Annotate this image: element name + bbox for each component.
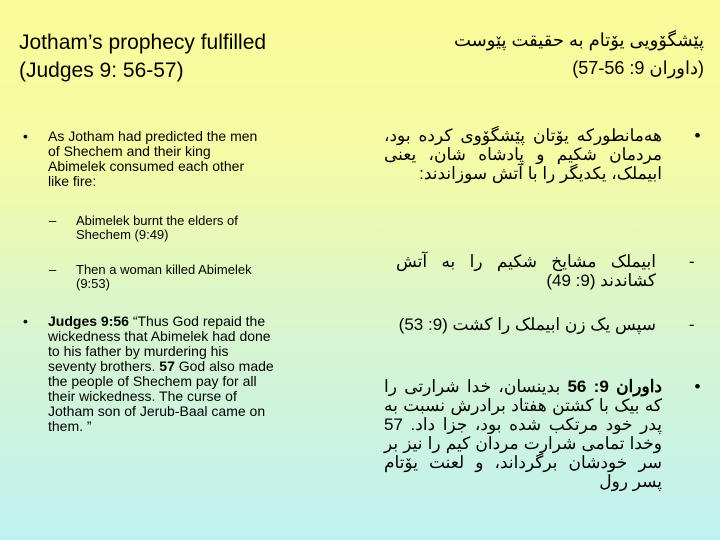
bullet-point-2-rtl [384, 377, 702, 491]
bullet-point-1 [23, 129, 268, 189]
verse-ref-57: 57 [159, 358, 175, 374]
title-line-2: (داوران 9: 56-57) [572, 58, 704, 78]
sub-bullet-2-text-rtl: سپس یک زن ابیملک را کشت (9: 53) [398, 315, 656, 334]
verse-57-text: God also made the people of Shechem pay for all their wickedness. The curse of Jotham son of Jerub-Baal came on them. ” [48, 358, 274, 434]
verse-ref-rtl: داوران 9: 56 [567, 377, 662, 396]
sub-bullet-2-rtl [396, 315, 696, 334]
sub-bullet-2 [49, 263, 274, 291]
dash-mark: - [688, 315, 696, 334]
bullet-point-2 [23, 314, 275, 434]
sub-bullet-2-text: Then a woman killed Abimelek (9:53) [76, 262, 252, 291]
dash-mark: - [688, 252, 696, 271]
bullet-mark: • [23, 128, 28, 144]
sub-bullet-1 [49, 214, 259, 242]
bullet-2-text-rtl [384, 377, 662, 491]
bullet-1-text-rtl: هەمانطورکە یۆتان پێشگۆوی کردە بود، مردمان شکیم و پادشاه شان، یعنی ابیملک، یکدیگر را با آتش سوزاندند: [384, 126, 662, 183]
title-line-1: Jotham’s prophecy fulfilled [19, 31, 267, 54]
verse-ref-56: Judges 9:56 [48, 313, 129, 329]
bullet-2-text [48, 314, 275, 434]
bullet-1-text: As Jotham had predicted the men of Shechem and their king Abimelek consumed each other like fire: [48, 128, 258, 189]
verse-text-rtl: بدینسان، خدا شرارتی را کە بیک با کشتن هفتاد برادرش نسبت به پدر خود مرتکب شده بود، جزا داد. 57 وخدا تمامی شرارت مردان کیم را نیز بر سر خودشان برگرداند، و لعنت یۆتام پسر رول [384, 377, 662, 491]
slide-title-english [19, 29, 339, 85]
dash-mark: – [49, 213, 57, 228]
slide-title-kurdish [374, 26, 704, 82]
bullet-mark: • [23, 313, 28, 329]
sub-bullet-1-text: Abimelek burnt the elders of Shechem (9:49) [76, 213, 238, 242]
verse-56-text: “Thus God repaid the wickedness that Abimelek had done to his father by murdering his seventy brothers. [48, 313, 271, 374]
bullet-point-1-rtl [384, 126, 702, 183]
dash-mark: – [49, 262, 57, 277]
title-line-2: (Judges 9: 56-57) [19, 59, 184, 82]
title-line-1: پێشگۆویی یۆتام بە حقیقت پێوست [454, 30, 704, 50]
sub-bullet-1-text-rtl: ابیملک مشایخ شکیم را بە آتش کشاندند (9: 49) [396, 252, 656, 290]
bullet-mark: • [694, 377, 702, 396]
sub-bullet-1-rtl [396, 252, 696, 290]
bullet-mark: • [694, 126, 702, 145]
